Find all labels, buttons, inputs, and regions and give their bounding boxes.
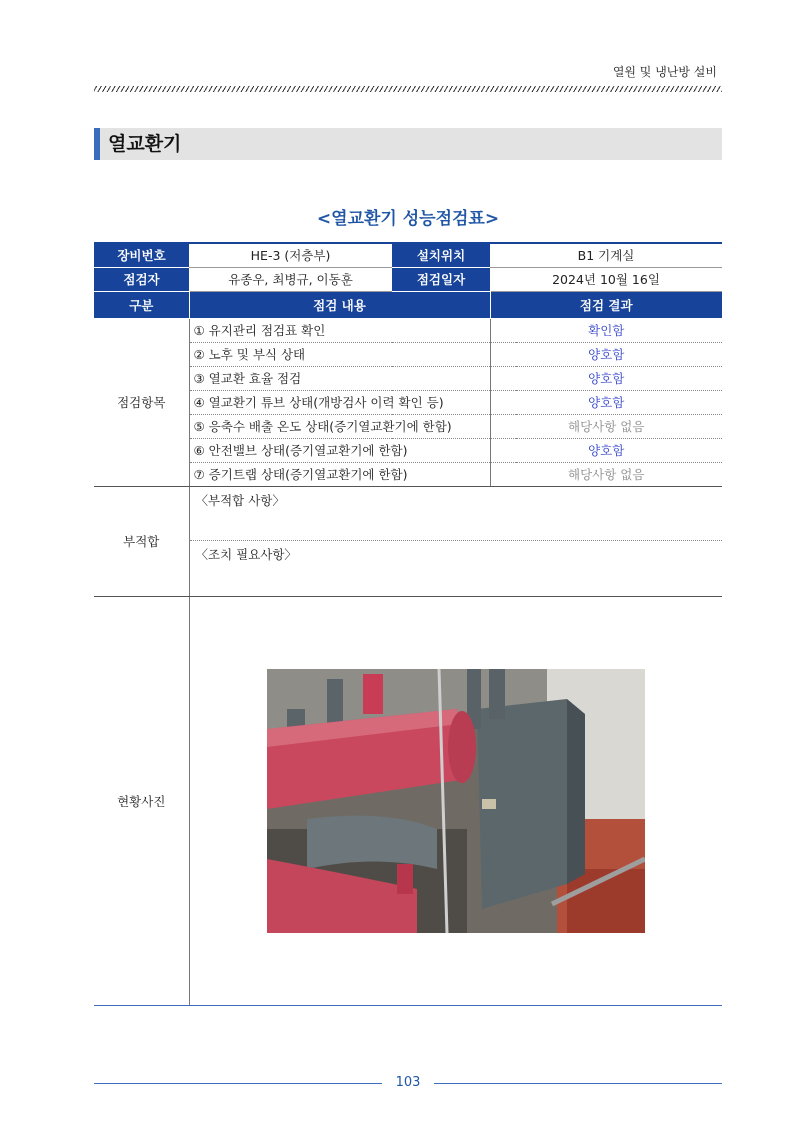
inspection-result: 양호함: [490, 390, 722, 414]
section-title: 열교환기: [108, 133, 182, 155]
nonconformity-issues-label: 〈부적합 사항〉: [195, 492, 285, 508]
inspection-item: ⑥ 안전밸브 상태(증기열교환기에 한함): [189, 438, 490, 462]
footer-line-right: [434, 1083, 722, 1084]
inspection-result: 확인함: [490, 318, 722, 342]
equipment-no-value: HE-3 (저층부): [189, 243, 392, 267]
footer-line-left: [94, 1083, 382, 1084]
required-actions-label: 〈조치 필요사항〉: [195, 546, 297, 562]
date-value: 2024년 10월 16일: [490, 267, 722, 291]
section-accent-mark: [94, 128, 100, 160]
location-value: B1 기계실: [490, 243, 722, 267]
result-header: 점검 결과: [490, 291, 722, 318]
inspection-item: ② 노후 및 부식 상태: [189, 342, 490, 366]
running-header: 열원 및 냉난방 설비: [612, 65, 717, 79]
inspection-item: ⑤ 응축수 배출 온도 상태(증기열교환기에 한함): [189, 414, 490, 438]
nonconformity-label: 부적합: [94, 486, 189, 596]
page-number: 103: [395, 1075, 421, 1090]
inspection-table: [94, 242, 722, 1006]
date-label: 점검일자: [392, 267, 490, 291]
nonconformity-area: [189, 486, 722, 596]
inspection-result: 해당사항 없음: [490, 462, 722, 486]
photo-label: 현황사진: [94, 596, 189, 1005]
category-header: 구분: [94, 291, 189, 318]
equipment-no-label: 장비번호: [94, 243, 189, 267]
inspection-result: 양호함: [490, 342, 722, 366]
photo-area: [189, 596, 722, 1005]
document-title: <열교환기 성능점검표>: [316, 209, 500, 229]
inspection-result: 양호함: [490, 366, 722, 390]
inspector-value: 유종우, 최병규, 이동훈: [189, 267, 392, 291]
inspection-item: ③ 열교환 효율 점검: [189, 366, 490, 390]
inspection-result: 양호함: [490, 438, 722, 462]
section-heading-bar: [94, 128, 722, 160]
content-header: 점검 내용: [189, 291, 490, 318]
inspection-result: 해당사항 없음: [490, 414, 722, 438]
inspection-item: ① 유지관리 점검표 확인: [189, 318, 490, 342]
inspection-item: ④ 열교환기 튜브 상태(개방검사 이력 확인 등): [189, 390, 490, 414]
inspection-item: ⑦ 증기트랩 상태(증기열교환기에 한함): [189, 462, 490, 486]
inspector-label: 점검자: [94, 267, 189, 291]
heat-exchanger-photo: [267, 669, 645, 933]
location-label: 설치위치: [392, 243, 490, 267]
header-hatch-divider: [94, 86, 722, 92]
inspection-items-label: 점검항목: [94, 318, 189, 486]
